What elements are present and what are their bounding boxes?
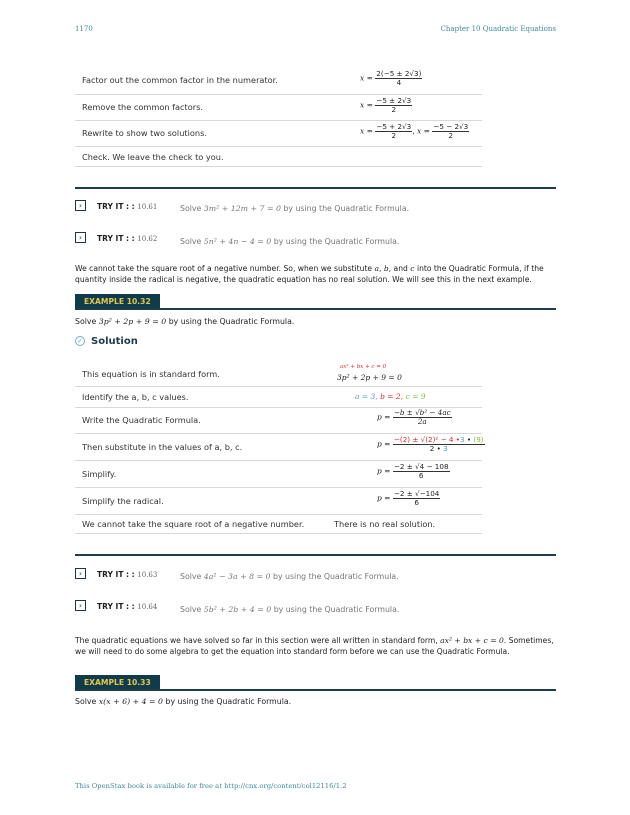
- step-eq-two-solutions: x = $\frac{-5 + 2√3}{2}$ , x = $\frac{-5 - 2√3}{2}$: [360, 122, 469, 140]
- example-banner: EXAMPLE 10.33: [75, 675, 160, 691]
- table-row-label: Remove the common factors.: [82, 102, 203, 112]
- example-problem: Solve x(x + 6) + 4 = 0 by using the Quadratic Formula.: [75, 697, 292, 706]
- substituted-formula: p = $\frac{\text{−(2) ± √(2)² − 4 •3 • (9)}}{2 • 3}$: [377, 435, 484, 453]
- table-row-label: Rewrite to show two solutions.: [82, 128, 207, 138]
- example-problem: Solve 3p² + 2p + 9 = 0 by using the Quadratic Formula.: [75, 317, 295, 326]
- table-row-label: Check. We leave the check to you.: [82, 152, 224, 162]
- chevron-right-icon[interactable]: ›: [75, 600, 86, 611]
- chevron-right-icon[interactable]: ›: [75, 568, 86, 579]
- standard-form-equation: 3p² + 2p + 9 = 0: [337, 373, 402, 382]
- table-row-label: This equation is in standard form.: [82, 369, 220, 379]
- step-eq-factor: x = $\frac{2(-5 \pm 2√3)}{4}$: [360, 69, 422, 87]
- table-row-label: Factor out the common factor in the numerator.: [82, 75, 278, 85]
- tryit-problem: Solve 5b² + 2b + 4 = 0 by using the Quadratic Formula.: [180, 605, 400, 614]
- abc-values: a = 3, b = 2, c = 9: [355, 392, 426, 401]
- table-row-label: Identify the a, b, c values.: [82, 392, 189, 402]
- table-row-label: Simplify the radical.: [82, 496, 164, 506]
- example-banner: EXAMPLE 10.32: [75, 294, 160, 310]
- quadratic-formula: p = $\frac{\text{−b ± √b² − 4ac}}{2a}$: [377, 408, 451, 426]
- check-circle-icon: ✓: [75, 336, 85, 346]
- no-real-solution: There is no real solution.: [334, 519, 436, 529]
- tryit-problem: Solve 3m² + 12m + 7 = 0 by using the Quadratic Formula.: [180, 204, 410, 213]
- chapter-title: Chapter 10 Quadratic Equations: [440, 25, 556, 33]
- chevron-right-icon[interactable]: ›: [75, 200, 86, 211]
- tryit-label: TRY IT : : 10.61: [97, 202, 158, 211]
- tryit-label: TRY IT : : 10.64: [97, 602, 158, 611]
- tryit-label: TRY IT : : 10.63: [97, 570, 158, 579]
- simplified-formula: p = $\frac{-2 \pm √4 - 108}{6}$: [377, 462, 449, 480]
- tryit-problem: Solve 5n² + 4n − 4 = 0 by using the Quadratic Formula.: [180, 237, 400, 246]
- chevron-right-icon[interactable]: ›: [75, 232, 86, 243]
- paragraph-standard-form: The quadratic equations we have solved so far in this section were all written in standard form, ax² + bx + c = 0. Sometimes, we will need to do some algebra to get the equation into standard form before we can use the Quadratic Formula.: [75, 636, 554, 656]
- page-number: 1170: [75, 25, 93, 33]
- tryit-problem: Solve 4a² − 3a + 8 = 0 by using the Quadratic Formula.: [180, 572, 399, 581]
- tryit-label: TRY IT : : 10.62: [97, 234, 158, 243]
- table-row-label: Write the Quadratic Formula.: [82, 415, 201, 425]
- table-row-label: Then substitute in the values of a, b, c.: [82, 442, 243, 452]
- footer-availability[interactable]: This OpenStax book is available for free at http://cnx.org/content/col12116/1.2: [75, 782, 347, 790]
- paragraph-negative-radical: We cannot take the square root of a negative number. So, when we substitute a, b, and c into the Quadratic Formula, if the quantity inside the radical is negative, the quadratic equation has no real solution. We will see this in the next example.: [75, 264, 544, 284]
- simplified-radical: p = $\frac{-2 \pm √-104}{6}$: [377, 489, 440, 507]
- step-eq-remove: x = $\frac{-5 \pm 2√3}{2}$: [360, 96, 412, 114]
- table-row-label: We cannot take the square root of a negative number.: [82, 519, 305, 529]
- standard-form-labels: ax² + bx + c = 0: [340, 364, 387, 370]
- table-row-label: Simplify.: [82, 469, 117, 479]
- solution-heading: Solution: [91, 336, 138, 347]
